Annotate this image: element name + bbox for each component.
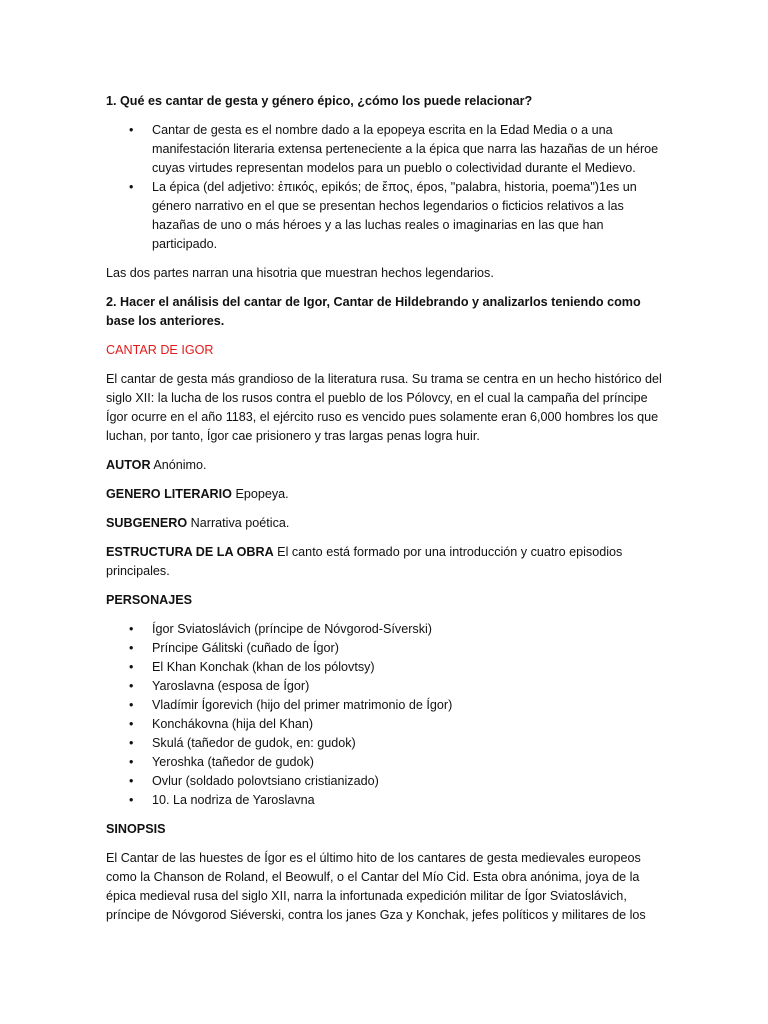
personaje-item: • Yaroslavna (esposa de Ígor) [106,677,668,696]
personajes-heading: PERSONAJES [106,593,193,607]
question-1-bullets [106,121,668,254]
subgenero-value: Narrativa poética. [187,516,290,530]
question-1-title: 1. Qué es cantar de gesta y género épico, ¿cómo los puede relacionar? [106,94,533,108]
sinopsis-paragraph: El Cantar de las huestes de Ígor es el último hito de los cantares de gesta medievales europeos como la Chanson de Roland, el Beowulf, o el Cantar del Mío Cid. Esta obra anónima, joya de la épica medieval rusa del siglo XII, narra la infortunada expedición militar de Ígor Sviatoslávich, príncipe de Nóvgorod Siéverski, contra los janes Gza y Konchak, jefes políticos y militares de los [106,851,646,922]
personaje-item: • Ovlur (soldado polovtsiano cristianizado) [106,772,668,791]
genero-line [106,485,668,504]
bullet-item: • La épica (del adjetivo: ἐπικός, epikós; de ἔπος, épos, "palabra, historia, poema")1es un género narrativo en el que se presentan hechos legendarios o ficticios relativos a las hazañas de uno o más héroes y a las luchas reales o imaginarias en las que han participado. [106,178,668,254]
personaje-item: • Príncipe Gálitski (cuñado de Ígor) [106,639,668,658]
question-1-answer: Las dos partes narran una hisotria que muestran hechos legendarios. [106,266,494,280]
genero-value: Epopeya. [231,487,289,501]
autor-line [106,456,668,475]
subgenero-label: SUBGENERO [106,516,188,530]
estructura-value: El canto está formado por una introducción y cuatro episodios principales. [106,545,623,578]
personaje-item: • Yeroshka (tañedor de gudok) [106,753,668,772]
question-2-title: 2. Hacer el análisis del cantar de Igor, Cantar de Hildebrando y analizarlos teniendo como base los anteriores. [106,295,641,328]
personajes-list [106,620,668,810]
autor-label: AUTOR [106,458,151,472]
subgenero-line [106,514,668,533]
sinopsis-heading: SINOPSIS [106,822,166,836]
estructura-label: ESTRUCTURA DE LA OBRA [106,545,274,559]
personaje-item: • Vladímir Ígorevich (hijo del primer matrimonio de Ígor) [106,696,668,715]
personaje-item: • Konchákovna (hija del Khan) [106,715,668,734]
personaje-item: • Skulá (tañedor de gudok, en: gudok) [106,734,668,753]
bullet-item: • Cantar de gesta es el nombre dado a la epopeya escrita en la Edad Media o a una manifestación literaria extensa perteneciente a la épica que narra las hazañas de un héroe cuyas virtudes representan modelos para un pueblo o colectividad durante el Medievo. [106,121,668,178]
genero-label: GENERO LITERARIO [106,487,232,501]
estructura-line [106,543,668,581]
section-heading-igor: CANTAR DE IGOR [106,343,214,357]
autor-value: Anónimo. [150,458,207,472]
igor-intro-paragraph: El cantar de gesta más grandioso de la literatura rusa. Su trama se centra en un hecho histórico del siglo XII: la lucha de los rusos contra el pueblo de los Pólovcy, en el cual la campaña del príncipe Ígor ocurre en el año 1183, el ejército ruso es vencido pues solamente eran 6,000 hombres los que luchan, por tanto, Ígor cae prisionero y tras largas penas logra huir. [106,372,662,443]
personaje-item: • El Khan Konchak (khan de los pólovtsy) [106,658,668,677]
personaje-item: • 10. La nodriza de Yaroslavna [106,791,668,810]
personaje-item: • Ígor Sviatoslávich (príncipe de Nóvgorod-Síverski) [106,620,668,639]
